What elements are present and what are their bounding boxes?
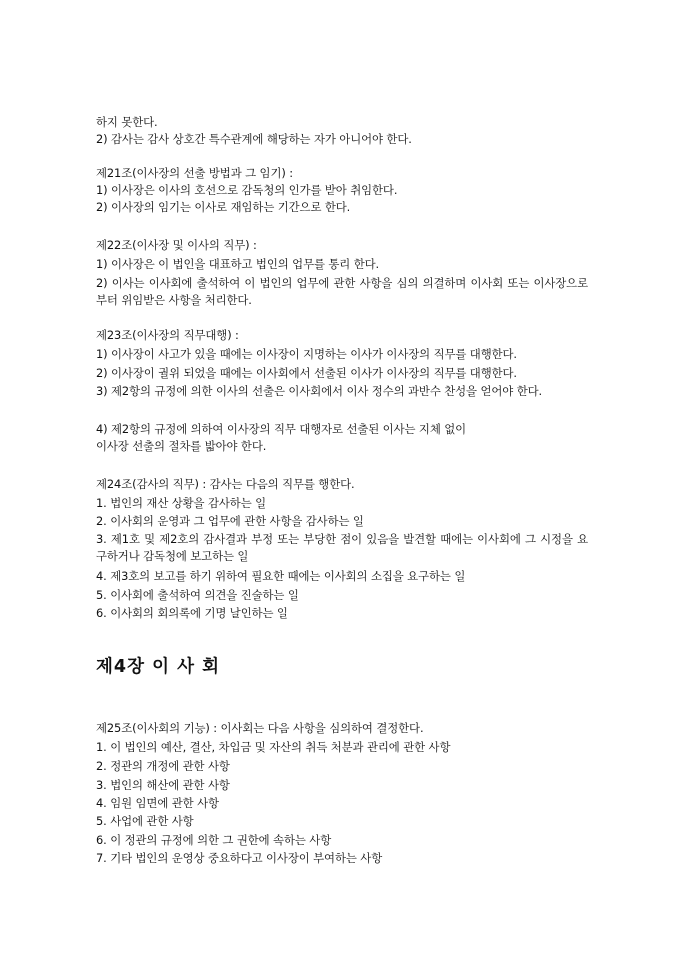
list-item: 6. 이 정관의 규정에 의한 그 권한에 속하는 사항 [96, 833, 332, 847]
text-line: 1) 이사장이 사고가 있을 때에는 이사장이 지명하는 이사가 이사장의 직무를 대행한다. [96, 347, 517, 361]
list-item: 2. 정관의 개정에 관한 사항 [96, 759, 230, 773]
list-item: 6. 이사회의 회의록에 기명 날인하는 일 [96, 606, 288, 620]
list-item: 7. 기타 법인의 운영상 중요하다고 이사장이 부여하는 사항 [96, 851, 383, 865]
article-heading: 제22조(이사장 및 이사의 직무) : [96, 238, 257, 252]
list-item: 3. 제1호 및 제2호의 감사결과 부정 또는 부당한 점이 있음을 발견할 때에는 이사회에 그 시정을 요구하거나 감독청에 보고하는 일 [96, 532, 588, 563]
chapter-title: 제4장 이 사 회 [96, 657, 220, 677]
article-heading: 제23조(이사장의 직무대행) : [96, 328, 239, 342]
article-heading: 제25조(이사회의 기능) : 이사회는 다음 사항을 심의하여 결정한다. [96, 721, 424, 735]
text-line: 2) 감사는 감사 상호간 특수관계에 해당하는 자가 아니어야 한다. [96, 132, 412, 146]
list-item: 1. 이 법인의 예산, 결산, 차입금 및 자산의 취득 처분과 관리에 관한 사항 [96, 740, 451, 754]
text-line: 1) 이사장은 이 법인을 대표하고 법인의 업무를 통리 한다. [96, 257, 380, 271]
text-line: 2) 이사장이 궐위 되었을 때에는 이사회에서 선출된 이사가 이사장의 직무를 대행한다. [96, 366, 517, 380]
list-item: 5. 사업에 관한 사항 [96, 814, 194, 828]
list-item: 4. 제3호의 보고를 하기 위하여 필요한 때에는 이사회의 소집을 요구하는 일 [96, 569, 466, 583]
text-line: 이사장 선출의 절차를 밟아야 한다. [96, 439, 267, 453]
text-paragraph: 2) 이사는 이사회에 출석하여 이 법인의 업무에 관한 사항을 심의 의결하며 이사회 또는 이사장으로부터 위임받은 사항을 처리한다. [96, 276, 588, 307]
text-line: 하지 못한다. [96, 115, 158, 129]
text-line: 4) 제2항의 규정에 의하여 이사장의 직무 대행자로 선출된 이사는 지체 없이 [96, 422, 467, 436]
list-item: 1. 법인의 재산 상황을 감사하는 일 [96, 496, 267, 510]
article-heading: 제21조(이사장의 선출 방법과 그 임기) : [96, 166, 293, 180]
text-paragraph: 3) 제2항의 규정에 의한 이사의 선출은 이사회에서 이사 정수의 과반수 찬성을 얻어야 한다. [96, 384, 543, 398]
list-item: 2. 이사회의 운영과 그 업무에 관한 사항을 감사하는 일 [96, 514, 364, 528]
text-line: 1) 이사장은 이사의 호선으로 감독청의 인가를 받아 취임한다. [96, 183, 398, 197]
text-line: 2) 이사장의 임기는 이사로 재임하는 기간으로 한다. [96, 200, 351, 214]
list-item: 5. 이사회에 출석하여 의견을 진술하는 일 [96, 588, 299, 602]
article-heading: 제24조(감사의 직무) : 감사는 다음의 직무를 행한다. [96, 477, 355, 491]
list-item: 3. 법인의 해산에 관한 사항 [96, 778, 230, 792]
list-item: 4. 임원 임면에 관한 사항 [96, 796, 219, 810]
